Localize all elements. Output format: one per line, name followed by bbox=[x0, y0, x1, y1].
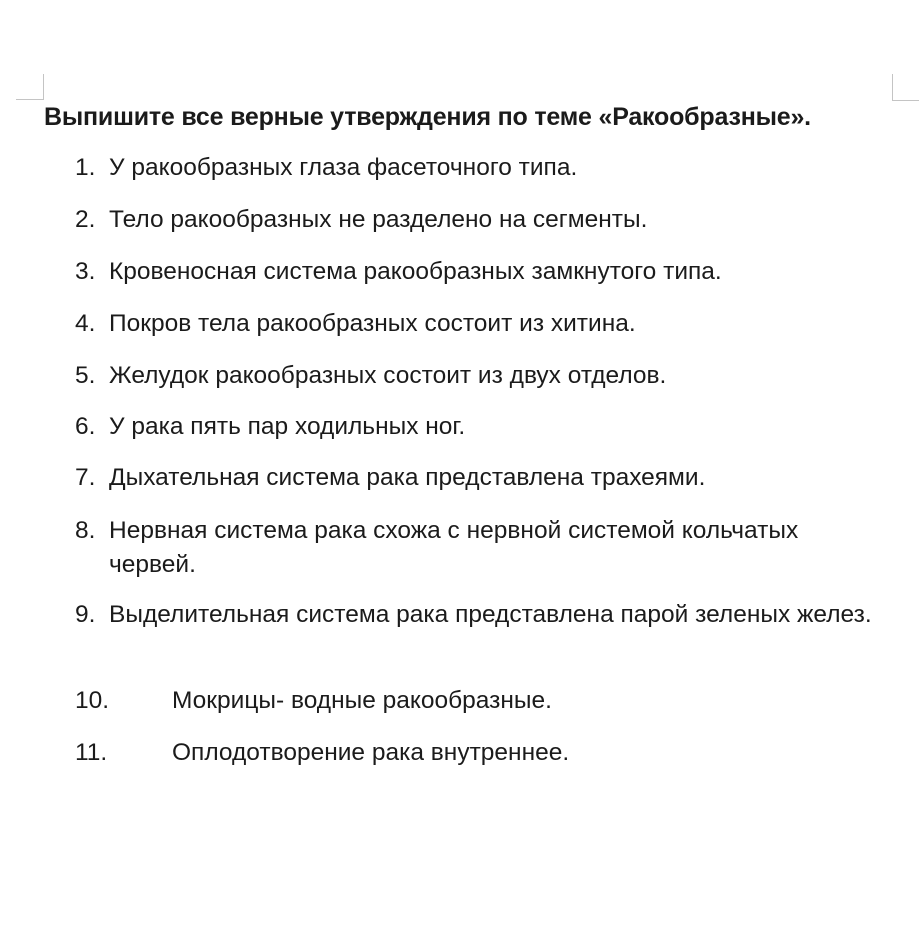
item-text: Желудок ракообразных состоит из двух отделов. bbox=[109, 362, 667, 389]
item-text: Кровеносная система ракообразных замкнутого типа. bbox=[109, 258, 722, 285]
item-number: 6. bbox=[75, 413, 96, 440]
item-number: 8. bbox=[75, 517, 96, 544]
item-text: Дыхательная система рака представлена трахеями. bbox=[109, 464, 706, 491]
item-number: 10. bbox=[75, 687, 110, 714]
item-number: 1. bbox=[75, 154, 96, 181]
item-text: Мокрицы- водные ракообразные. bbox=[172, 687, 552, 714]
item-number: 4. bbox=[75, 310, 96, 337]
item-text: Оплодотворение рака внутреннее. bbox=[172, 739, 570, 766]
page-corner-mark-right bbox=[892, 74, 919, 101]
item-number: 7. bbox=[75, 464, 96, 491]
item-text: Тело ракообразных не разделено на сегменты. bbox=[109, 206, 648, 233]
page-corner-mark-left bbox=[16, 74, 44, 100]
task-heading: Выпишите все верные утверждения по теме «Ракообразные». bbox=[44, 103, 811, 131]
item-number: 2. bbox=[75, 206, 96, 233]
item-number: 9. bbox=[75, 601, 96, 628]
item-number: 11. bbox=[75, 739, 108, 766]
item-text: У рака пять пар ходильных ног. bbox=[109, 413, 466, 440]
item-text: Нервная система рака схожа с нервной системой кольчатых червей. bbox=[109, 517, 799, 578]
item-text: Покров тела ракообразных состоит из хитина. bbox=[109, 310, 636, 337]
item-number: 5. bbox=[75, 362, 96, 389]
item-number: 3. bbox=[75, 258, 96, 285]
item-text: У ракообразных глаза фасеточного типа. bbox=[109, 154, 578, 181]
item-text: Выделительная система рака представлена парой зеленых желез. bbox=[109, 601, 872, 628]
